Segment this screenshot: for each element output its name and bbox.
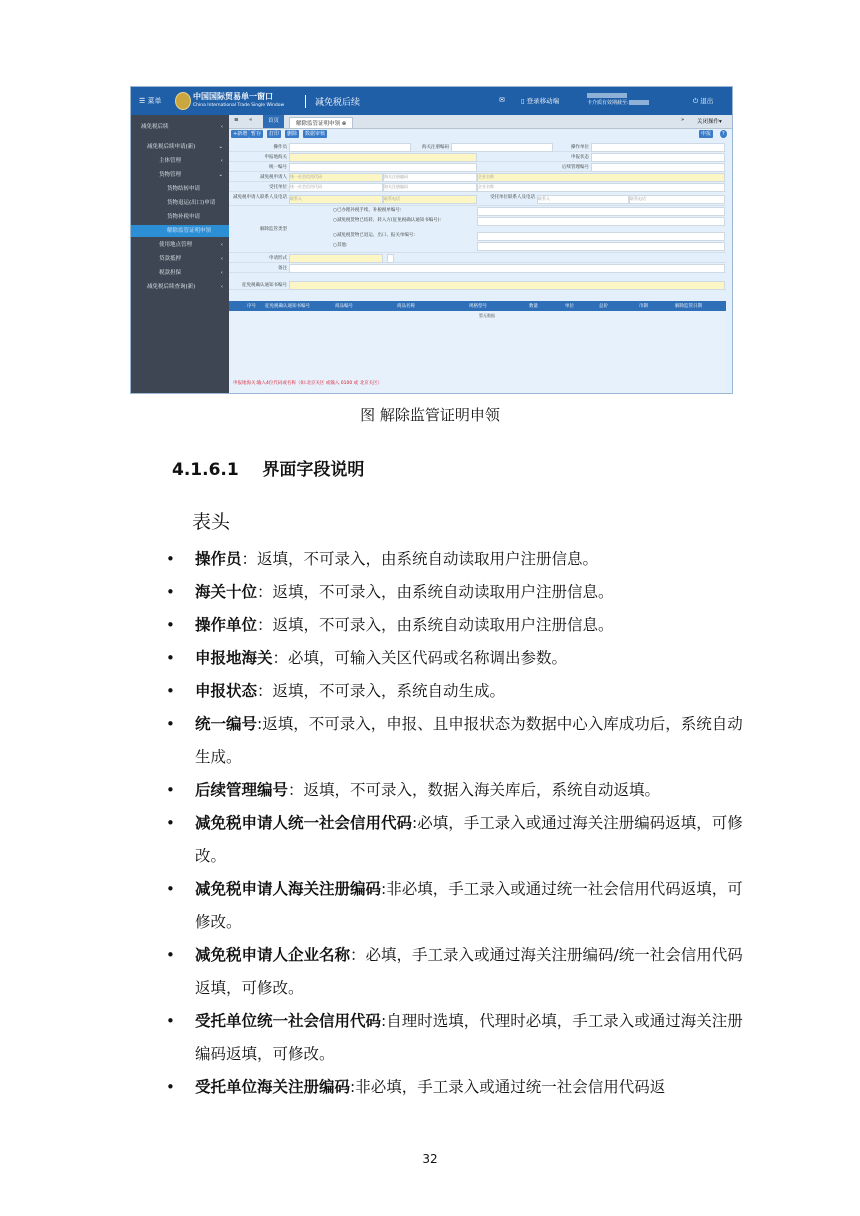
field-name: 申报地海关 [195, 649, 273, 667]
operator-field [289, 143, 411, 152]
chevron-icon: ‹ [220, 158, 223, 164]
sidebar-item-label: 税款担保 [159, 270, 182, 276]
section-heading [172, 455, 364, 480]
list-item [166, 642, 746, 675]
col-header: 征免税确认通知书编号 [265, 304, 310, 309]
list-item [166, 609, 746, 642]
list-item [166, 939, 746, 1005]
separator: ： [241, 550, 258, 568]
user-info [587, 93, 649, 107]
field-name: 减免税申请人统一社会信用代码 [195, 814, 413, 832]
tax-bill-no-input[interactable] [477, 207, 725, 216]
sidebar-item-return[interactable] [131, 197, 229, 209]
field-name: 操作员 [195, 550, 242, 568]
entrusted-customs-code-input[interactable]: 海关注册编码 [383, 183, 477, 192]
sidebar-item-label: 货物结转申请 [167, 186, 201, 192]
declare-form-label: 申请形式 [269, 256, 287, 261]
sidebar-item-label: 解除监管证明申领 [167, 228, 212, 234]
sidebar-item-label: 货物退运(出口)申请 [167, 200, 216, 206]
list-item [166, 708, 746, 774]
close-operations-menu[interactable]: 关闭操作▾ [697, 119, 722, 125]
declare-form-select[interactable] [289, 254, 383, 263]
form-row [229, 162, 726, 172]
field-desc: 返填，不可录入，由系统自动读取用户注册信息。 [257, 550, 599, 568]
separator: ： [257, 616, 273, 634]
logout-button[interactable]: ⏻ 退出 [693, 97, 714, 105]
declare-customs-label: 申报地海关 [264, 155, 287, 160]
sidebar-item-location[interactable] [131, 239, 229, 251]
applicant-label: 减免税申请人 [260, 175, 287, 180]
delete-button[interactable]: 删除 [287, 131, 298, 137]
col-header: 解除监管日期 [675, 304, 702, 309]
col-header: 规格型号 [469, 304, 487, 309]
divider [305, 95, 306, 108]
sidebar-item-label: 减免税后续 [141, 124, 169, 130]
sidebar-item-release[interactable] [131, 225, 229, 237]
goods-table-header [229, 301, 726, 311]
form-row [229, 182, 726, 192]
chevron-icon: ‹ [220, 124, 223, 130]
collapse-icon[interactable]: ≡ [234, 117, 239, 123]
applicant-contact-input[interactable]: 联系人 [289, 195, 383, 204]
field-desc: 必填，可输入关区代码或名称调出参数。 [288, 649, 568, 667]
applicant-phone-input[interactable]: 联系电话 [383, 195, 477, 204]
entrusted-phone-input[interactable]: 联系电话 [629, 195, 725, 204]
chevron-icon: ‹ [220, 242, 223, 248]
data-review-button[interactable]: 数据审核 [305, 131, 326, 137]
release-option-2[interactable]: ○减免税货物已结转、转入方(征免税确认通知书编号): [333, 218, 441, 223]
declaration-no-input[interactable] [477, 232, 725, 241]
separator: : [381, 1012, 387, 1030]
input-hint: 申报地海关:输入4位代码或名称（如:北京关区 或输入 0100 或 北京关区） [233, 381, 383, 386]
unified-no-field [289, 163, 477, 172]
followup-no-label: 后续管理编号 [562, 165, 589, 170]
tab-home[interactable]: 首页 [263, 115, 284, 128]
separator: : [412, 814, 418, 832]
col-header: 商品编号 [335, 304, 353, 309]
print-button[interactable]: 打印 [269, 131, 280, 137]
sidebar-item-label: 货物补税申请 [167, 214, 201, 220]
system-screenshot [130, 86, 733, 394]
single-window-logo-icon [175, 92, 191, 110]
field-desc: 非必填，手工录入或通过统一社会信用代码返填，可修改。 [195, 880, 743, 931]
option-label: 减免税货物已结转、转入方(征免税确认通知书编号): [336, 218, 441, 223]
list-item [166, 873, 746, 939]
save-draft-button[interactable]: 暂存 [251, 131, 262, 137]
form-row [229, 263, 726, 273]
option-label: 其他: [336, 243, 348, 248]
field-desc: 返填，不可录入，数据入海关库后，系统自动返填。 [303, 781, 661, 799]
field-desc: 返填，不可录入，系统自动生成。 [272, 682, 506, 700]
sidebar-item-subject[interactable] [131, 155, 229, 167]
col-header: 单位 [565, 304, 574, 309]
sidebar-item-label: 减免税后续查询(新) [147, 284, 196, 290]
applicant-company-input[interactable]: 企业名称 [477, 173, 725, 182]
list-item [166, 807, 746, 873]
field-name: 减免税申请人企业名称 [195, 946, 351, 964]
sidebar-item-followup-apply[interactable] [131, 141, 229, 153]
form-row [229, 280, 726, 290]
sidebar [131, 115, 229, 393]
field-desc: 必填，手工录入或通过海关注册编码返填，可修改。 [195, 814, 743, 865]
brand-subtitle: China International Trade Single Window [193, 103, 285, 108]
customs-code-label: 海关注册编码 [422, 145, 449, 150]
form-row [229, 253, 726, 263]
chevron-icon: ⌄ [218, 144, 223, 150]
other-reason-input[interactable] [477, 242, 725, 251]
section-title: 界面字段说明 [262, 460, 365, 480]
unified-no-label: 统一编号 [269, 165, 287, 170]
chevron-icon: ‹ [220, 256, 223, 262]
applicant-customs-code-input[interactable]: 海关注册编码 [383, 173, 477, 182]
option-label: 减免税货物已退运、出口、报关单编号: [336, 233, 415, 238]
separator: : [257, 715, 263, 733]
entrusted-contact-label: 受托单位联系人及电话 [490, 195, 535, 200]
separator: ： [257, 583, 273, 601]
col-header: 数量 [529, 304, 538, 309]
logout-label: 退出 [700, 97, 714, 105]
figure-caption: 图 解除监管证明申领 [360, 406, 500, 424]
list-item [166, 1071, 746, 1104]
tab-release-certificate[interactable]: 解除监管证明申领 ⊗ [289, 117, 353, 129]
sidebar-item-loan[interactable] [131, 253, 229, 265]
separator: : [381, 880, 387, 898]
release-type-label: 解除监管类型 [260, 227, 287, 232]
redacted-username [587, 93, 627, 98]
release-option-4[interactable]: ○其他: [333, 243, 348, 248]
sidebar-item-label: 货物管理 [159, 172, 182, 178]
declare-status-label: 申报状态 [571, 155, 589, 160]
confirm-checkbox[interactable] [387, 254, 394, 263]
separator: : [350, 1078, 356, 1096]
field-name: 申报状态 [195, 682, 258, 700]
field-desc: 返填，不可录入，由系统自动读取用户注册信息。 [272, 583, 614, 601]
field-desc: 自理时选填，代理时必填，手工录入或通过海关注册编码返填，可修改。 [195, 1012, 743, 1063]
field-desc: 非必填，手工录入或通过统一社会信用代码返 [355, 1078, 666, 1096]
col-header: 商品名称 [397, 304, 415, 309]
subheading: 表头 [192, 511, 231, 533]
sidebar-item-goods[interactable] [131, 169, 229, 181]
col-header: 币制 [639, 304, 648, 309]
release-option-3[interactable]: ○减免税货物已退运、出口、报关单编号: [333, 233, 415, 238]
remark-label: 备注 [278, 266, 287, 271]
list-item [166, 1005, 746, 1071]
card-expiry-label: 卡介质有效期截至: [587, 100, 629, 106]
release-option-1[interactable]: ○已办理补税手续、补税税单编号: [333, 208, 402, 213]
separator: ： [350, 946, 366, 964]
field-list [166, 543, 746, 1104]
applicant-contact-label: 减免税申请人联系人及电话 [233, 195, 287, 200]
form-row [229, 192, 726, 206]
entrusted-company-input[interactable]: 企业名称 [477, 183, 725, 192]
list-item [166, 675, 746, 708]
section-number: 4.1.6.1 [172, 460, 239, 480]
menu-button[interactable]: ☰ 菜单 [139, 97, 162, 105]
sidebar-item-tax-supplement[interactable] [131, 211, 229, 223]
col-header: 序号 [247, 304, 256, 309]
field-desc: 返填，不可录入，申报、且申报状态为数据中心入库成功后，系统自动生成。 [195, 715, 743, 766]
separator: ： [257, 682, 273, 700]
sidebar-item-label: 主体管理 [159, 158, 182, 164]
operator-unit-field [591, 143, 725, 152]
declare-customs-input[interactable] [289, 153, 477, 162]
toolbar [229, 129, 732, 140]
applicant-credit-code-input[interactable]: 统一社会信用代码 [289, 173, 383, 182]
release-type-group [229, 206, 726, 253]
field-desc: 必填，手工录入或通过海关注册编码/统一社会信用代码返填，可修改。 [195, 946, 743, 997]
cert-no-label: 征免税确认通知书编号 [242, 283, 287, 288]
empty-message: 暂无数据 [479, 313, 495, 318]
customs-code-field [451, 143, 553, 152]
mobile-login-link[interactable]: ▯ 登录移动端 [521, 97, 560, 105]
brand-title: 中国国际贸易单一窗口 [193, 92, 273, 101]
form-row [229, 172, 726, 182]
add-button[interactable]: +新增 [233, 131, 248, 137]
col-header: 总价 [599, 304, 608, 309]
chevron-icon: ⌄ [218, 172, 223, 178]
cert-no-input[interactable] [289, 281, 725, 290]
list-item [166, 774, 746, 807]
field-name: 统一编号 [195, 715, 258, 733]
operator-unit-label: 操作单位 [571, 145, 589, 150]
page-number: 32 [422, 1152, 438, 1166]
remark-input[interactable] [289, 264, 725, 273]
declare-button[interactable]: 申报 [701, 131, 712, 137]
sidebar-item-followup[interactable] [131, 121, 229, 133]
tab-next-icon[interactable]: » [681, 117, 685, 123]
main-panel [229, 115, 732, 393]
declare-status-field [591, 153, 725, 162]
entrusted-credit-code-input[interactable]: 统一社会信用代码 [289, 183, 383, 192]
field-name: 操作单位 [195, 616, 258, 634]
field-name: 受托单位统一社会信用代码 [195, 1012, 382, 1030]
field-name: 海关十位 [195, 583, 258, 601]
mail-icon[interactable]: ✉ [499, 96, 505, 104]
sidebar-item-query[interactable] [131, 281, 229, 293]
sidebar-item-guarantee[interactable] [131, 267, 229, 279]
sidebar-item-label: 减免税后续申请(新) [147, 144, 196, 150]
field-name: 减免税申请人海关注册编码 [195, 880, 382, 898]
module-title: 减免税后续 [315, 98, 361, 108]
chevron-icon: ‹ [220, 270, 223, 276]
sidebar-item-label: 使用地点管理 [159, 242, 193, 248]
sidebar-item-transfer[interactable] [131, 183, 229, 195]
top-navigation-bar [131, 87, 732, 115]
chevron-icon: ‹ [220, 284, 223, 290]
field-desc: 返填，不可录入，由系统自动读取用户注册信息。 [272, 616, 614, 634]
list-item [166, 576, 746, 609]
tab-bar [229, 115, 732, 129]
operator-label: 操作员 [273, 145, 287, 150]
sidebar-item-label: 贷款抵押 [159, 256, 182, 262]
redacted-date [629, 100, 649, 105]
list-item [166, 543, 746, 576]
field-name: 受托单位海关注册编码 [195, 1078, 351, 1096]
transfer-cert-no-input[interactable] [477, 217, 725, 226]
form-row [229, 152, 726, 162]
separator: ： [272, 649, 289, 667]
form-row [229, 142, 726, 152]
field-name: 后续管理编号 [195, 781, 289, 799]
mobile-login-label: 登录移动端 [526, 97, 560, 105]
help-icon[interactable]: ? [722, 131, 725, 137]
followup-no-field [591, 163, 725, 172]
entrusted-contact-input[interactable]: 联系人 [537, 195, 629, 204]
option-label: 已办理补税手续、补税税单编号: [336, 208, 402, 213]
entrusted-label: 受托单位 [269, 185, 287, 190]
separator: ： [288, 781, 304, 799]
tab-prev-icon[interactable]: « [249, 117, 253, 123]
